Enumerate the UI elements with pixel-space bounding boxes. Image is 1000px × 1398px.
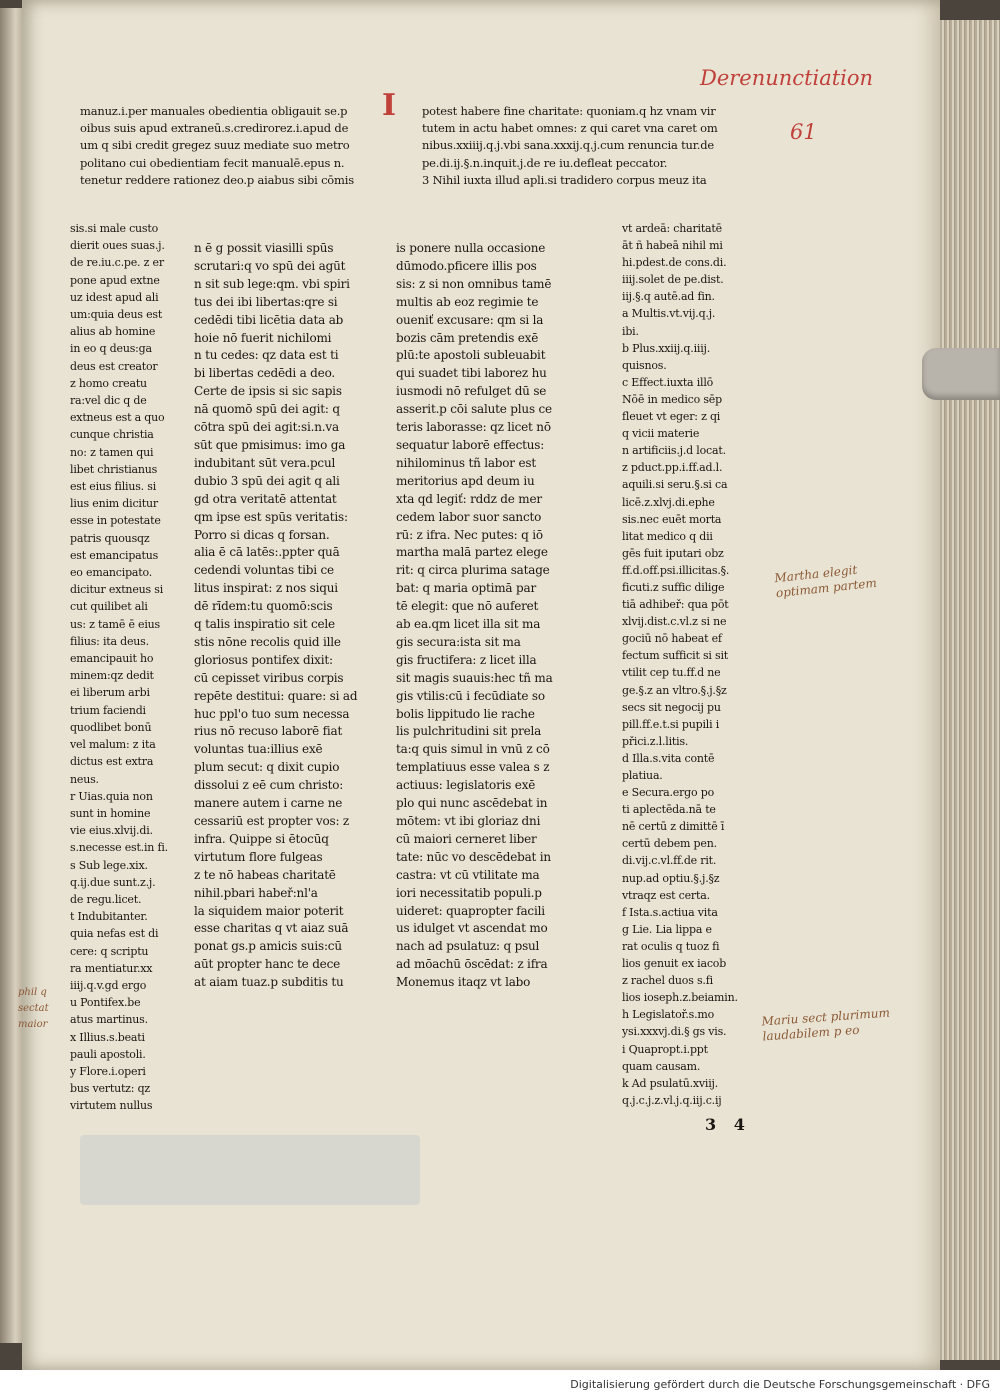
- text-top-right: potest habere fine charitate: quoniam.q hz vnam vir tutem in actu habet omnes: z qui caret vna caret om nibus.xxiiij.q.j.vbi sana.xxxij.q.j.cum renuncia tur.de pe.di.ij.§.n.inquit.j.de re iu.defleat peccator. 3 Nihil iuxta illud apli.si tradidero corpus meuz ita: [422, 104, 718, 187]
- running-header: Derenunctiation: [700, 66, 874, 90]
- marginal-note-lower: Mariu sect plurimum laudabilem p eo: [761, 1005, 891, 1044]
- text-top-left: manuz.i.per manuales obedientia obligauit se.p oibus suis apud extraneū.s.credirorez.i.apud de um q sibi credit gregez suuz mediate suo metro politano cui obedientiam fecit manualē.epus n. tenetur reddere rationez deo.p aiabus sibi cōmis: [80, 104, 354, 187]
- main-text-column-1: n ē g possit viasilli spūs scrutari:q vo spū dei agūt n sit sub lege:qm. vbi spiri tus dei ibi libertas:qre si cedēdi tibi licētia data ab hoie nō fuerit nichilomi n tu cedes: qz data est ti bi libertas cedēdi a deo. Certe de ipsis si sic sapis nā quomō spū dei agit: q cōtra spū dei agit:si.n.va sūt que pmisimus: imo ga indubitant sūt vera.pcul dubio 3 spū dei agit q ali gd otra veritatē attentat qm ipse est spūs veritatis: Porro si dicas q forsan. alia ē cā latēs:.ppter quā cedendi voluntas tibi ce litus inspirat: z nos siqui dē rīdem:tu quomō:scis q talis inspiratio sit cele stis nōne recolis quid ille gloriosus pontifex dixit: cū cepisset viribus corpis repēte destitui: quare: si ad huc ppl'o tuo sum necessa rius nō recuso laborē fiat voluntas tua:illius exē plum secut: q dixit cupio dissolui z eē cum christo: manere autem i carne ne cessariū est propter vos: z infra. Quippe si ētocūq virtutum flore fulgeas z te nō habeas charitatē nihil.pbari habeř:nl'a la siquidem maior poterit esse charitas q vt aiaz suā ponat gs.p amicis suis:cū aūt propter hanc te dece at aiam tuaz.p subditis tu: [194, 241, 358, 990]
- page-stack-edge: [940, 20, 1000, 1360]
- signature-mark: 3 4: [705, 1115, 751, 1134]
- digitization-footer: [0, 1370, 1000, 1398]
- red-initial: I: [382, 88, 397, 123]
- folio-number: 61: [790, 120, 817, 144]
- gloss-column-right: vt ardeā: charitatē āt ñ habeā nihil mi hi.pdest.de cons.di. iiij.solet de pe.dist. iij.§.q autē.ad fin. a Multis.vt.vij.q.j. ibi. b Plus.xxiij.q.iiij. quisnos. c Effect.iuxta illō Nōē in medico sēp fleuet vt eger: z qi q vicii materie n artificiis.j.d locat. z pduct.pp.i.ff.ad.l. aquili.si seru.§.si ca licē.z.xlvj.di.ephe sis.nec euēt morta litat medico q dii gēs fuit iputari obz ff.d.off.psi.illicitas.§. ficuti.z suffic dilige tiā adhibeř: qua pōt xlvij.dist.c.vl.z si ne gociū nō habeat ef fectum sufficit si sit vtilit cep tu.ff.d ne ge.§.z an vltro.§.j.§z secs sit negocij pu pill.ff.e.t.si pupili i přici.z.l.litis. d Illa.s.vita contē platiua. e Secura.ergo po ti aplectēda.nā te nē certū z dimittē ī certū debem pen. di.vij.c.vl.ff.de rit. nup.ad optiu.§.j.§z vtraqz est certa. f Ista.s.actiua vita g Lie. Lia lippa e rat oculis q tuoz fi lios genuit ex iacob z rachel duos s.fi lios ioseph.z.beiamin. h Legislatoř.s.mo ysi.xxxvj.di.§ gs vis. i Quapropt.i.ppt quam causam. k Ad psulatū.xviij. q.j.c.j.z.vl.j.q.iij.c.ij: [622, 222, 738, 1107]
- marginal-note-left: phil q sectat maior: [18, 987, 49, 1030]
- left-page-edge: [0, 8, 22, 1343]
- marginal-note-upper: Martha elegit optimam partem: [773, 562, 878, 601]
- library-stamp: [80, 1135, 420, 1205]
- main-text-column-2: is ponere nulla occasione dūmodo.pficere illis pos sis: z si non omnibus tamē multis ab eoz regimie te oueniť excusare: qm si la bozis cām pretendis exē plū:te apostoli subleuabit qui suadet tibi laborez hu iusmodi nō refulget dū se asserit.p cōi salute plus ce teris laborasse: qz licet nō sequatur laborē effectus: nihilominus tñ labor est meritorius apd deum iu xta qd legiť: rddz de mer cedem labor suor sancto rū: z ifra. Nec putes: q iō martha malā partez elege rit: q circa plurima satage bat: q maria optimā par tē elegit: que nō auferet ab ea.qm licet illa sit ma gis secura:ista sit ma gis fructifera: z licet illa sit magis suauis:hec tñ ma gis vtilis:cū i fecūdiate so bolis lippitudo lie rache lis pulchritudini sit prela ta:q quis simul in vnū z cō templatiuus esse valea s z actiuus: legislatoris exē plo qui nunc ascēdebat in mōtem: vt ibi gloriaz dni cū maiori cerneret liber tate: nūc vo descēdebat in castra: vt cū vtilitate ma iori necessitatib populi.p uideret: quapropter facili us idulget vt ascendat mo nach ad psulatuz: q psul ad mōachū ōscēdat: z ifra Monemus itaqz vt labo: [396, 241, 553, 990]
- gloss-column-left: sis.si male custo dierit oues suas.j. de re.iu.c.pe. z er pone apud extne uz idest apud ali um:quia deus est alius ab homine in eo q deus:ga deus est creator z homo creatu ra:vel dic q de extneus est a quo cunque christia no: z tamen qui libet christianus est eius filius. si lius enim dicitur esse in potestate patris quousqz est emancipatus eo emancipato. dicitur extneus si cut quilibet ali us: z tamē ē eius filius: ita deus. emancipauit ho minem:qz dedit ei liberum arbi trium faciendi quodlibet bonū vel malum: z ita dictus est extra neus. r Uias.quia non sunt in homine vie eius.xlvij.di. s.necesse est.in fi. s Sub lege.xix. q.ij.due sunt.z.j. de regu.licet. t Indubitanter. quia nefas est di cere: q scriptu ra mentiatur.xx iiij.q.v.gd ergo u Pontifex.be atus martinus. x Illius.s.beati pauli apostoli. y Flore.i.operi bus vertutz: qz virtutem nullus: [70, 222, 168, 1113]
- scanner-clamp: [922, 348, 1000, 400]
- footer-text: Digitalisierung gefördert durch die Deutsche Forschungsgemeinschaft · DFG: [570, 1378, 990, 1391]
